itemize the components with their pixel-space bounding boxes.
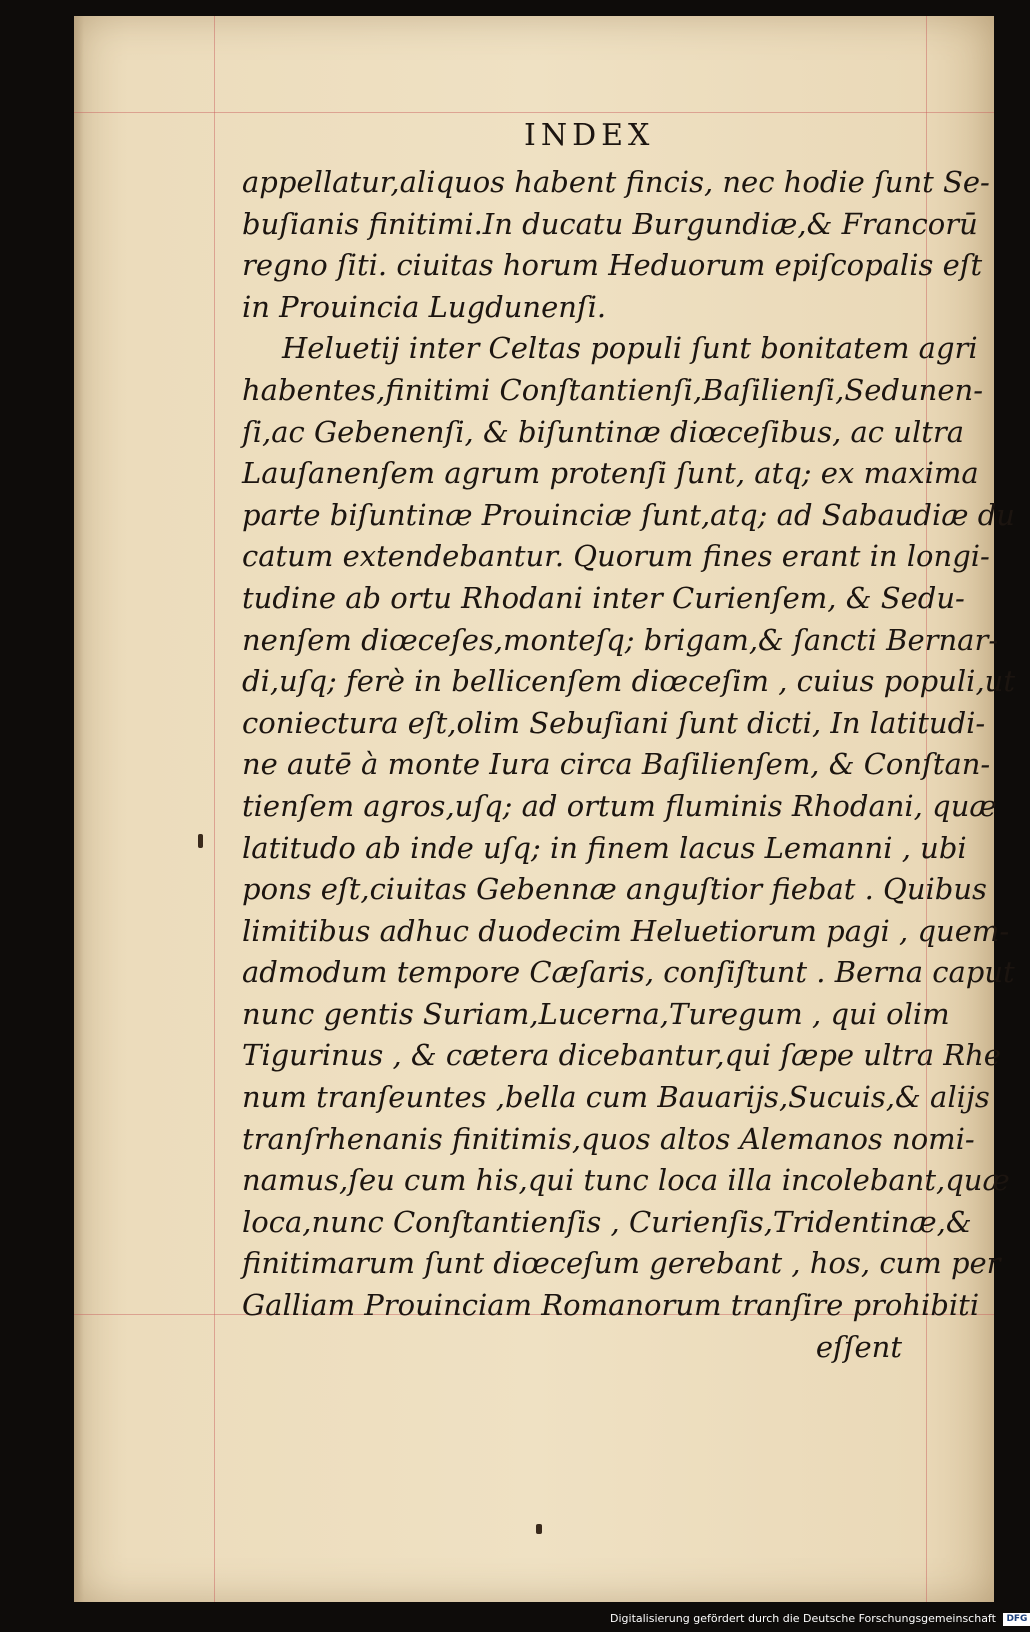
text-line: di,uſq; ferè in bellicenſem diœceſim , cuius populi,ut — [242, 664, 1015, 699]
text-line: num tranſeuntes ,bella cum Bauarijs,Sucuis,& alijs — [242, 1080, 990, 1115]
book-page — [74, 16, 1015, 1602]
text-line: parte biſuntinæ Prouinciæ ſunt,atq; ad Sabaudiæ du — [242, 497, 1015, 532]
text-line: admodum tempore Cæſaris, conſiſtunt . Berna caput — [242, 955, 1015, 990]
text-line: finitimarum ſunt diœceſum gerebant , hos, cum per — [242, 1246, 1001, 1281]
ink-speck — [536, 1524, 542, 1534]
text-line: pons eſt,ciuitas Gebennæ anguſtior fiebat . Quibus — [242, 872, 987, 907]
footer-text: Digitalisierung gefördert durch die Deutsche Forschungsgemeinschaft — [610, 1612, 996, 1625]
text-line: limitibus adhuc duodecim Heluetiorum pagi , quem- — [242, 913, 1010, 948]
margin-rule-top — [74, 112, 994, 113]
text-line: tranſrhenanis finitimis,quos altos Alemanos nomi- — [242, 1121, 975, 1156]
text-line: Heluetij inter Celtas populi ſunt bonitatem agri — [282, 331, 978, 366]
text-line: Galliam Prouinciam Romanorum tranſire prohibiti — [242, 1288, 980, 1323]
text-line: nunc gentis Suriam,Lucerna,Turegum , qui olim — [242, 996, 950, 1031]
text-line: in Prouincia Lugdunenſi. — [242, 289, 607, 324]
text-line: regno ſiti. ciuitas horum Heduorum epiſcopalis eſt — [242, 248, 983, 283]
text-line: catum extendebantur. Quorum fines erant in longi- — [242, 539, 990, 574]
running-header: INDEX — [524, 118, 655, 153]
digitization-footer — [610, 1612, 1030, 1626]
text-line: buſianis finitimi.In ducatu Burgundiæ,& Francorū — [242, 206, 978, 241]
text-line: habentes,finitimi Conſtantienſi,Baſilienſi,Sedunen- — [242, 372, 983, 407]
text-line: latitudo ab inde uſq; in finem lacus Lemanni , ubi — [242, 830, 967, 865]
catchword: eſſent — [815, 1329, 902, 1364]
text-line: coniectura eſt,olim Sebuſiani ſunt dicti, In latitudi- — [242, 705, 986, 740]
text-line: tudine ab ortu Rhodani inter Curienſem, & Sedu- — [242, 580, 965, 615]
text-line: tienſem agros,uſq; ad ortum fluminis Rhodani, quæ — [242, 788, 997, 823]
text-line: namus,ſeu cum his,qui tunc loca illa incolebant,quæ — [242, 1163, 1010, 1198]
ink-speck — [198, 834, 203, 848]
text-line: Tigurinus , & cætera dicebantur,qui ſæpe ultra Rhe — [242, 1038, 1001, 1073]
text-line: loca,nunc Conſtantienſis , Curienſis,Tridentinæ,& — [242, 1204, 972, 1239]
text-line: ſi,ac Gebenenſi, & biſuntinæ diœceſibus, ac ultra — [242, 414, 965, 449]
margin-rule-left — [214, 16, 215, 1602]
body-text — [242, 162, 1015, 1368]
text-line: ne autē à monte Iura circa Baſilienſem, & Conſtan- — [242, 747, 991, 782]
dfg-logo-icon: DFG — [1003, 1613, 1030, 1626]
page-binding-shadow — [74, 16, 84, 1602]
text-line: nenſem diœceſes,monteſq; brigam,& ſancti Bernar- — [242, 622, 999, 657]
text-line: appellatur,aliquos habent fincis, nec hodie ſunt Se- — [242, 165, 990, 199]
text-line: Lauſanenſem agrum protenſi ſunt, atq; ex maxima — [242, 456, 979, 491]
